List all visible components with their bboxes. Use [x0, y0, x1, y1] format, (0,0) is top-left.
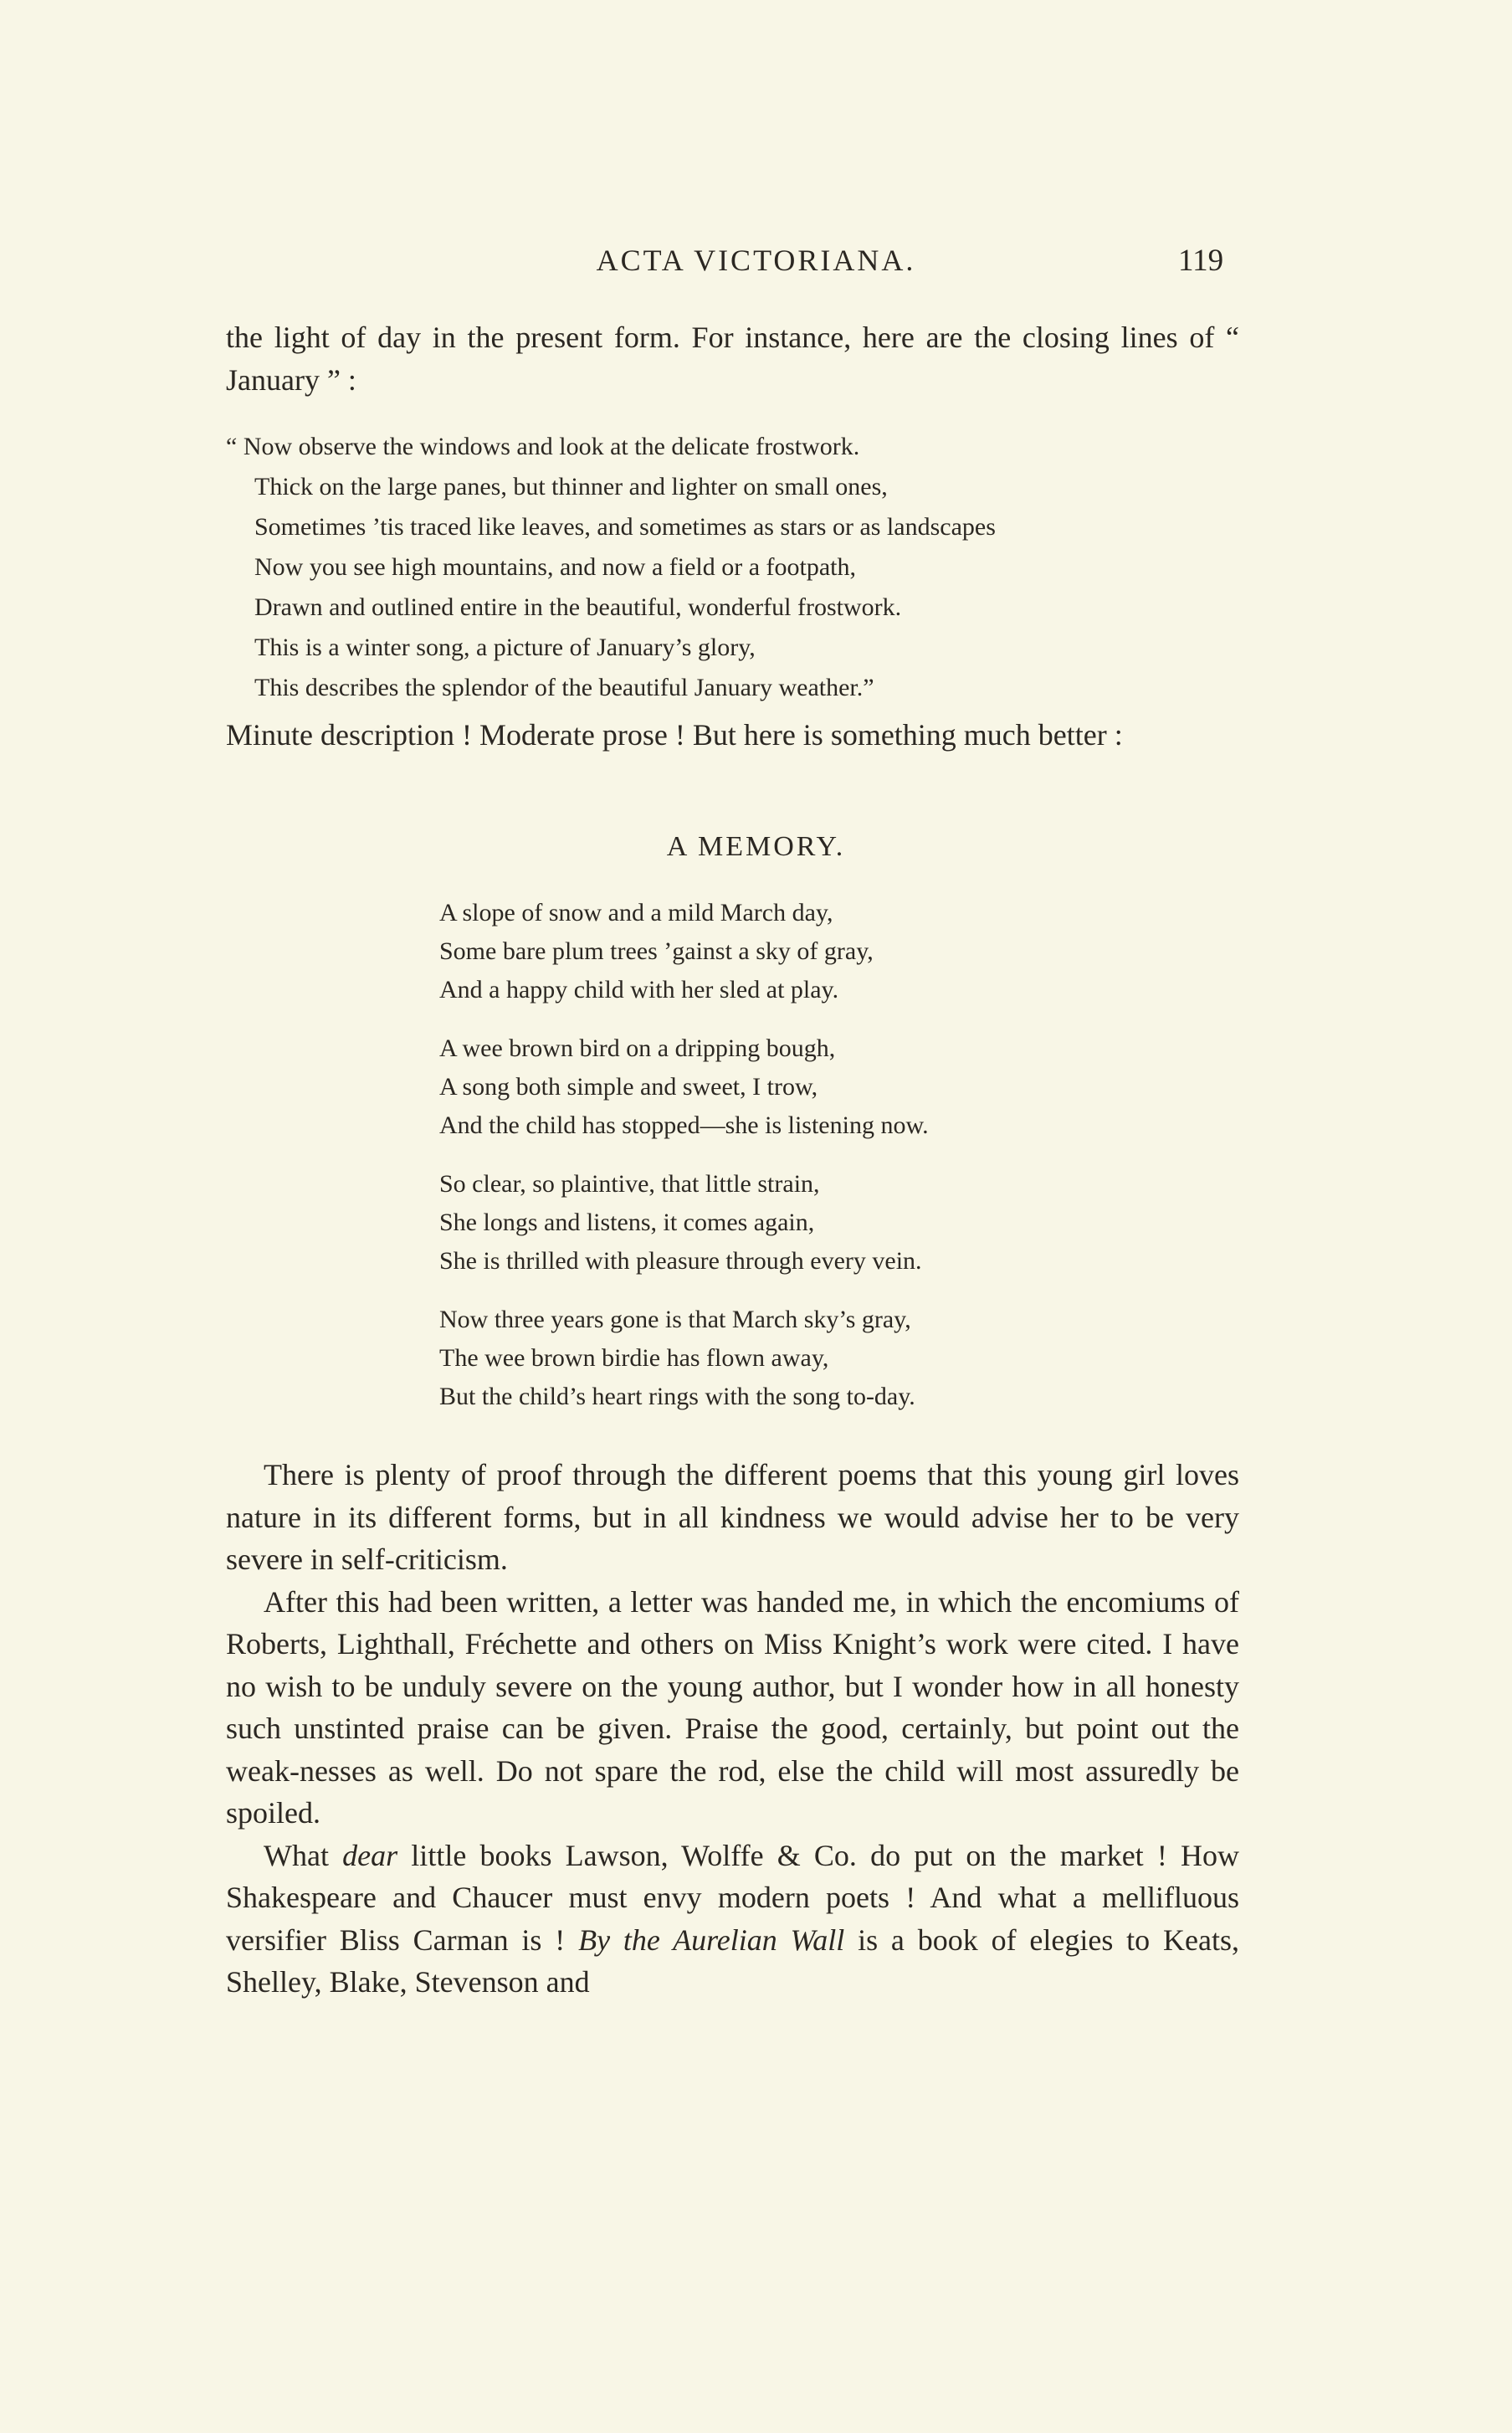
poem-stanza	[439, 1029, 1192, 1145]
quoted-verse-line: Now you see high mountains, and now a field or a footpath,	[254, 553, 857, 581]
poem-line: A song both simple and sweet, I trow,	[439, 1073, 818, 1101]
intro-paragraph-block	[226, 316, 1239, 402]
poem-line: The wee brown birdie has flown away,	[439, 1344, 829, 1372]
italic-text: dear	[342, 1838, 398, 1872]
poem-line: Some bare plum trees ’gainst a sky of gray,	[439, 937, 874, 965]
comment-paragraph-block	[226, 714, 1239, 757]
quoted-verse-line: Sometimes ’tis traced like leaves, and sometimes as stars or as landscapes	[254, 513, 996, 541]
page-number: 119	[1178, 244, 1224, 278]
poem-stanza	[439, 1165, 1192, 1281]
quoted-verse-line: Thick on the large panes, but thinner and lighter on small ones,	[254, 473, 888, 500]
quoted-verse-line: “ Now observe the windows and look at the delicate frostwork.	[226, 433, 860, 460]
body-paragraph	[226, 1835, 1239, 2004]
body-text: little books Lawson, Wolffe & Co. do put on the market ! How Shakespeare and Chaucer must envy modern poets ! And what a mellifluous versifier Bliss Carman is !	[226, 1838, 1240, 1957]
poem-line: A wee brown bird on a dripping bough,	[439, 1034, 836, 1062]
poem-line: A slope of snow and a mild March day,	[439, 899, 833, 926]
running-head	[0, 243, 1512, 285]
quoted-verse-line: This is a winter song, a picture of January’s glory,	[254, 634, 756, 661]
quoted-verse	[226, 427, 1263, 708]
poem-line: She is thrilled with pleasure through every vein.	[439, 1247, 922, 1275]
body-text: What	[264, 1838, 343, 1872]
poem-line: She longs and listens, it comes again,	[439, 1209, 815, 1236]
closing-paragraphs	[226, 1454, 1239, 2004]
poem-line: Now three years gone is that March sky’s gray,	[439, 1306, 911, 1333]
poem-title: A MEMORY.	[666, 831, 846, 862]
quoted-verse-line: This describes the splendor of the beautiful January weather.”	[254, 674, 874, 701]
running-title: ACTA VICTORIANA.	[596, 244, 916, 277]
body-text: is a book of elegies to Keats, Shelley, Blake, Stevenson and	[226, 1922, 1239, 1999]
italic-book-title: By the Aurelian Wall	[578, 1922, 845, 1957]
poem-line: So clear, so plaintive, that little strain,	[439, 1170, 820, 1198]
quoted-verse-line: Drawn and outlined entire in the beautiful, wonderful frostwork.	[254, 593, 902, 621]
intro-paragraph: the light of day in the present form. For instance, here are the closing lines of “ January ” :	[226, 321, 1239, 397]
poem-stanza	[439, 894, 1192, 1009]
poem-stanza	[439, 1301, 1192, 1416]
poem-line: But the child’s heart rings with the song to-day.	[439, 1383, 915, 1410]
poem	[439, 894, 1192, 1436]
poem-line: And a happy child with her sled at play.	[439, 976, 839, 1003]
body-paragraph: There is plenty of proof through the different poems that this young girl loves nature in its different forms, but in all kindness we would advise her to be very severe in self-criticism.	[226, 1458, 1239, 1576]
body-paragraph: After this had been written, a letter was handed me, in which the encomiums of Roberts, Lighthall, Fréchette and others on Miss Knight’s work were cited. I have no wish to be unduly severe on the young author, but I wonder how in all honesty such unstinted praise can be given. Praise the good, certainly, but point out the weak-nesses as well. Do not spare the rod, else the child will most assuredly be spoiled.	[226, 1584, 1239, 1830]
poem-line: And the child has stopped—she is listening now.	[439, 1111, 929, 1139]
comment-paragraph: Minute description ! Moderate prose ! But here is something much better :	[226, 718, 1123, 752]
